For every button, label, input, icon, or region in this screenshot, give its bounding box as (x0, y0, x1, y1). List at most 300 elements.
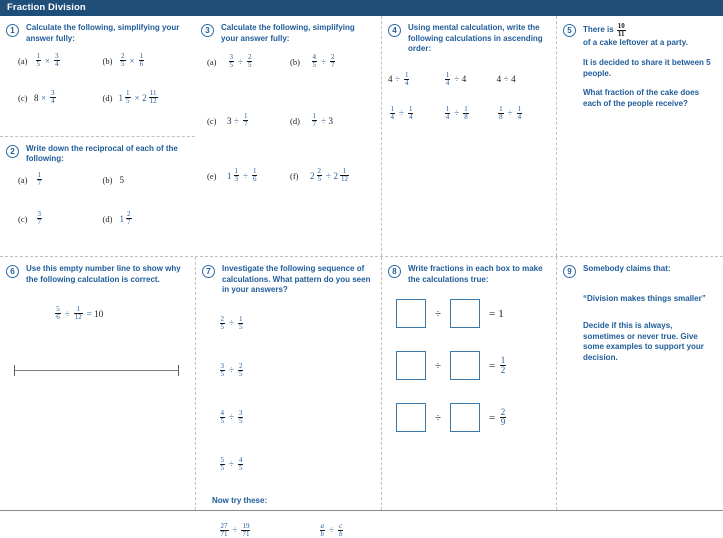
question-2-part-c (18, 211, 103, 226)
denominator: 7 (243, 120, 248, 129)
numerator: 1 (126, 89, 130, 98)
numerator: 1 (76, 305, 80, 314)
numerator: 2 (121, 52, 125, 61)
denominator: 5 (220, 463, 224, 472)
expression (218, 457, 245, 472)
expression (388, 106, 415, 121)
fraction (500, 356, 507, 375)
operator: × (134, 92, 140, 103)
numerator: 1 (390, 104, 394, 113)
fraction (238, 363, 244, 378)
denominator: 12 (340, 175, 348, 184)
equals-sign: = (489, 411, 496, 424)
equation-result-1 (489, 308, 504, 320)
question-8 (381, 257, 556, 510)
denominator: 6 (56, 313, 60, 322)
denominator: 7 (330, 61, 335, 70)
fraction (252, 168, 258, 183)
part-label-b: (b) (102, 55, 113, 66)
question-6-equation (6, 298, 187, 321)
column-one (0, 16, 195, 256)
mixed-number (333, 168, 350, 183)
part-label-a: (a) (18, 174, 28, 185)
numerator: 1 (464, 104, 468, 113)
numerator: 2 (127, 210, 131, 218)
fraction (120, 53, 126, 68)
denominator: 4 (404, 78, 409, 87)
expression (388, 72, 411, 87)
question-3-row-cd (207, 113, 373, 128)
question-8-prompt: Write fractions in each box to make the calculations true: (408, 264, 543, 284)
numerator: 1 (517, 104, 522, 113)
expression-7-4 (218, 449, 373, 472)
part-label-e: (e) (207, 170, 217, 181)
numerator: 3 (238, 408, 243, 417)
numerator: 1 (342, 167, 347, 176)
expression (218, 316, 245, 331)
denominator: 5 (126, 97, 130, 106)
question-2-head (6, 144, 187, 165)
denominator: 11 (617, 30, 625, 38)
answer-box[interactable] (450, 403, 480, 432)
question-7-sequence (202, 308, 373, 472)
fraction (238, 316, 244, 331)
numerator: 1 (404, 70, 409, 79)
expression-1c (34, 90, 57, 105)
question-8-row-3 (396, 403, 548, 432)
fraction (229, 54, 235, 69)
expression-4-2 (441, 72, 494, 87)
expression-7-6 (318, 515, 345, 538)
page-title: Fraction Division (7, 2, 86, 14)
whole-part: 2 (142, 92, 147, 103)
expression-4-6 (495, 106, 548, 121)
question-1-part-d (103, 90, 188, 105)
operator: ÷ (503, 74, 509, 85)
operator: ÷ (234, 115, 239, 126)
fraction (445, 106, 451, 121)
denominator: 7 (127, 218, 131, 226)
mixed-number (310, 168, 324, 183)
denominator: 5 (238, 463, 243, 472)
fraction (408, 106, 414, 121)
question-1-parts (6, 53, 187, 105)
operator: ÷ (64, 308, 70, 319)
question-2-part-a (18, 172, 103, 187)
numerator: 1 (445, 70, 450, 79)
expression-4-4 (388, 106, 441, 121)
numerator: 2 (500, 407, 506, 418)
fraction (500, 408, 507, 427)
result-value: 1 (498, 307, 504, 320)
denominator: 5 (220, 322, 224, 331)
fraction (247, 54, 253, 69)
denominator: 9 (500, 417, 506, 428)
expression-3e (227, 168, 259, 183)
expression-7-5 (218, 515, 318, 538)
question-3-prompt: Calculate the following, simplifying your answer fully: (221, 23, 355, 43)
equation-result-3 (489, 408, 508, 427)
question-6-head (6, 264, 187, 285)
operator: ÷ (399, 108, 404, 119)
fraction (340, 168, 349, 183)
denominator: 5 (121, 60, 125, 69)
part-label-c: (c) (18, 92, 28, 103)
numerator: 1 (445, 104, 450, 113)
numerator: 27 (220, 521, 228, 530)
numerator: 3 (55, 52, 59, 61)
numerator: 1 (499, 104, 503, 113)
part-label-c: (c) (18, 213, 28, 224)
whole-part: 1 (227, 170, 232, 181)
question-6 (0, 257, 195, 510)
operator: ÷ (454, 108, 460, 119)
number-line-bar (14, 370, 179, 371)
question-7-try-label: Now try these: (212, 495, 268, 505)
mixed-number (142, 90, 159, 105)
expression-3d (310, 113, 333, 128)
denominator: 71 (242, 529, 250, 538)
denominator: 7 (37, 179, 41, 187)
numerator: 4 (312, 53, 316, 62)
answer-box[interactable] (450, 351, 480, 380)
operator: ÷ (321, 115, 326, 126)
fraction (338, 523, 344, 538)
fraction (220, 316, 226, 331)
question-9-instruction: Decide if this is always, sometimes or never true. Give some examples to support your decision. (583, 320, 704, 363)
denominator: 5 (238, 322, 243, 331)
fraction (54, 53, 60, 68)
part-label-d: (d) (102, 213, 113, 224)
numerator: 1 (139, 52, 144, 61)
question-8-head (388, 264, 548, 285)
denominator: 5 (220, 369, 224, 378)
fraction (241, 523, 250, 538)
numerator: 1 (243, 112, 248, 121)
whole-part: 1 (119, 213, 124, 224)
part-label-b: (b) (102, 174, 113, 185)
expression (497, 106, 524, 121)
denominator: 5 (238, 416, 243, 425)
operator: ÷ (507, 108, 513, 119)
fraction (445, 72, 451, 87)
question-2-parts (6, 172, 187, 226)
operator: ÷ (435, 307, 442, 320)
mixed-number (120, 211, 134, 226)
question-9-line-1: Somebody claims that: (583, 264, 671, 273)
denominator: 5 (247, 61, 252, 70)
denominator: 4 (408, 112, 413, 121)
part-label-d: (d) (102, 92, 113, 103)
question-2-row-ab (18, 172, 187, 187)
part-label-a: (a) (207, 56, 217, 67)
operator: ÷ (395, 74, 400, 85)
operator: ÷ (435, 359, 442, 372)
numerator: 11 (149, 89, 157, 98)
operator: ÷ (229, 318, 234, 329)
denominator: 6 (139, 60, 144, 69)
denominator: 5 (317, 175, 321, 184)
question-3-parts (201, 54, 373, 183)
fraction (74, 306, 83, 321)
expression-3c (227, 113, 250, 128)
question-5-line-3: What fraction of the cake does each of the people receive? (583, 88, 700, 109)
answer-box[interactable] (396, 299, 426, 328)
question-3-part-e (207, 168, 290, 183)
operator: ÷ (435, 411, 442, 424)
denominator: 7 (37, 218, 41, 226)
expression (218, 523, 252, 538)
question-7-extra-row (202, 515, 373, 538)
denominator: 4 (517, 112, 522, 121)
expression-1a (34, 53, 61, 68)
expression (497, 74, 516, 84)
question-3-head (201, 23, 373, 44)
denominator: 8 (499, 112, 503, 121)
expression-7-1 (218, 308, 373, 331)
numerator: 5 (220, 455, 224, 464)
fraction (330, 54, 336, 69)
fraction (36, 53, 42, 68)
expression (443, 106, 470, 121)
question-4-grid (388, 72, 548, 121)
question-9-head (563, 264, 715, 278)
mixed-number (119, 90, 133, 105)
denominator: 8 (464, 112, 468, 121)
question-9-body (563, 294, 715, 364)
numerator: 1 (36, 52, 40, 61)
window-title-bar (0, 0, 723, 16)
expression-7-3 (218, 402, 373, 425)
numerator: c (339, 521, 343, 530)
fraction (317, 168, 323, 183)
fraction (37, 172, 43, 187)
denominator: b (320, 529, 324, 538)
question-3-row-ab (207, 54, 373, 69)
question-3-number: 3 (201, 24, 214, 37)
question-1-row-ab (18, 53, 187, 68)
fraction (50, 90, 56, 105)
denominator: 5 (36, 60, 40, 69)
question-5-line1-post: of a cake leftover at a party. (583, 38, 688, 47)
question-1 (0, 16, 195, 136)
numerator: 3 (229, 53, 233, 62)
operator: ÷ (326, 170, 331, 181)
equation-result-2 (489, 356, 508, 375)
answer-box[interactable] (396, 403, 426, 432)
question-4-row-1 (388, 72, 548, 87)
answer-box[interactable] (450, 299, 480, 328)
fraction (517, 106, 523, 121)
question-1-part-c (18, 90, 103, 105)
fraction (220, 410, 226, 425)
denominator: 7 (312, 120, 316, 129)
worksheet-sheet (0, 16, 723, 538)
question-8-rows (388, 299, 548, 432)
fraction (243, 113, 249, 128)
fraction (404, 72, 410, 87)
fraction (220, 457, 226, 472)
question-5-body (583, 23, 715, 110)
numerator: a (320, 521, 324, 530)
numerator: 2 (220, 314, 224, 323)
fraction (463, 106, 469, 121)
expression-6 (54, 306, 104, 321)
fraction (617, 23, 626, 38)
denominator: 71 (220, 529, 228, 538)
worksheet-row-top (0, 16, 723, 256)
denominator: 4 (51, 97, 55, 106)
whole-number: 8 (34, 92, 39, 103)
result-value: 10 (94, 308, 104, 319)
fraction (238, 457, 244, 472)
numerator: 3 (37, 210, 41, 218)
whole-part: 2 (310, 170, 315, 181)
numerator: 3 (51, 89, 55, 98)
question-4-prompt: Using mental calculation, write the following calculations in ascending order: (408, 23, 543, 54)
operator: ÷ (229, 459, 234, 470)
question-1-prompt: Calculate the following, simplifying your answer fully: (26, 23, 180, 43)
expression-4-1 (388, 72, 441, 87)
operator: ÷ (243, 170, 248, 181)
numerator: 4 (238, 455, 243, 464)
operator: × (45, 55, 51, 66)
operator: ÷ (321, 56, 326, 67)
expression-7-2 (218, 355, 373, 378)
denominator: 12 (149, 97, 157, 106)
fraction (220, 523, 229, 538)
denominator: 3 (234, 175, 238, 184)
expression-1d (119, 90, 160, 105)
question-3 (195, 16, 381, 256)
operator: ÷ (229, 365, 234, 376)
question-7-number: 7 (202, 265, 215, 278)
numerator: 5 (56, 305, 60, 314)
numerator: 1 (238, 314, 243, 323)
fraction (498, 106, 504, 121)
numerator: 4 (220, 408, 224, 417)
question-3-part-b (290, 54, 373, 69)
numerator: 1 (408, 104, 413, 113)
expression-3a (227, 54, 254, 69)
numerator: 2 (238, 361, 243, 370)
question-8-row-2 (396, 351, 548, 380)
question-5-line1-pre: There is (583, 25, 614, 35)
operator: × (41, 92, 47, 103)
expression (318, 523, 345, 538)
question-2-part-d (103, 211, 188, 226)
question-5-head (563, 23, 715, 110)
fraction (320, 523, 326, 538)
fraction (312, 54, 318, 69)
question-1-row-cd (18, 90, 187, 105)
question-6-number: 6 (6, 265, 19, 278)
question-9-number: 9 (563, 265, 576, 278)
denominator: b (338, 529, 343, 538)
fraction (220, 363, 226, 378)
question-4 (381, 16, 556, 256)
expression-3f (310, 168, 350, 183)
numerator: 1 (312, 112, 316, 121)
expression (443, 72, 466, 87)
question-4-head (388, 23, 548, 55)
numerator: 10 (617, 22, 625, 30)
operator: ÷ (232, 525, 238, 536)
numerator: 3 (220, 361, 224, 370)
operator: ÷ (329, 525, 334, 536)
whole-number: 4 (511, 74, 516, 85)
fraction (390, 106, 396, 121)
answer-box[interactable] (396, 351, 426, 380)
whole-number: 4 (461, 74, 467, 85)
expression (218, 410, 245, 425)
operator: ÷ (454, 74, 460, 85)
question-7-head (202, 264, 373, 296)
question-2-prompt: Write down the reciprocal of each of the following: (26, 143, 178, 164)
whole-part: 1 (118, 92, 123, 103)
question-3-part-c (207, 113, 290, 128)
question-6-prompt: Use this empty number line to show why the following calculation is correct. (26, 264, 181, 284)
operator: × (129, 55, 135, 66)
question-9 (556, 257, 723, 510)
fraction (125, 90, 131, 105)
denominator: 4 (390, 112, 394, 121)
question-4-row-2 (388, 106, 548, 121)
denominator: 4 (55, 60, 59, 69)
numerator: 1 (37, 171, 41, 179)
denominator: 5 (229, 61, 233, 70)
denominator: 5 (312, 61, 316, 70)
question-5-line-1 (583, 23, 715, 49)
question-9-claim: “Division makes things smaller” (583, 294, 706, 303)
equals-sign: = (489, 359, 496, 372)
numerator: 1 (252, 167, 257, 176)
question-2-number: 2 (6, 145, 19, 158)
expression-4-3 (495, 72, 548, 87)
question-1-number: 1 (6, 24, 19, 37)
fraction (37, 211, 43, 226)
denominator: 4 (445, 78, 450, 87)
numerator: 19 (242, 521, 250, 530)
expression-3b (310, 54, 337, 69)
number-line-tick-right (178, 365, 179, 376)
part-label-c: (c) (207, 115, 217, 126)
question-3-part-a (207, 54, 290, 69)
worksheet-row-bottom (0, 256, 723, 538)
question-8-row-1 (396, 299, 548, 328)
fraction (126, 211, 132, 226)
denominator: 2 (500, 365, 506, 376)
operator: ÷ (238, 56, 243, 67)
question-3-row-ef (207, 168, 373, 183)
expression-1b (119, 53, 146, 68)
operator: ÷ (229, 412, 234, 423)
fraction (234, 168, 240, 183)
denominator: 12 (74, 313, 82, 322)
part-label-a: (a) (18, 55, 28, 66)
question-3-part-d (290, 113, 373, 128)
mixed-number (227, 168, 241, 183)
denominator: 5 (238, 369, 243, 378)
numerator: 2 (247, 53, 252, 62)
question-5 (556, 16, 723, 256)
equals-sign: = (86, 308, 92, 319)
question-4-number: 4 (388, 24, 401, 37)
denominator: 5 (220, 416, 224, 425)
question-8-number: 8 (388, 265, 401, 278)
question-3-part-f (290, 168, 373, 183)
question-2 (0, 136, 195, 256)
